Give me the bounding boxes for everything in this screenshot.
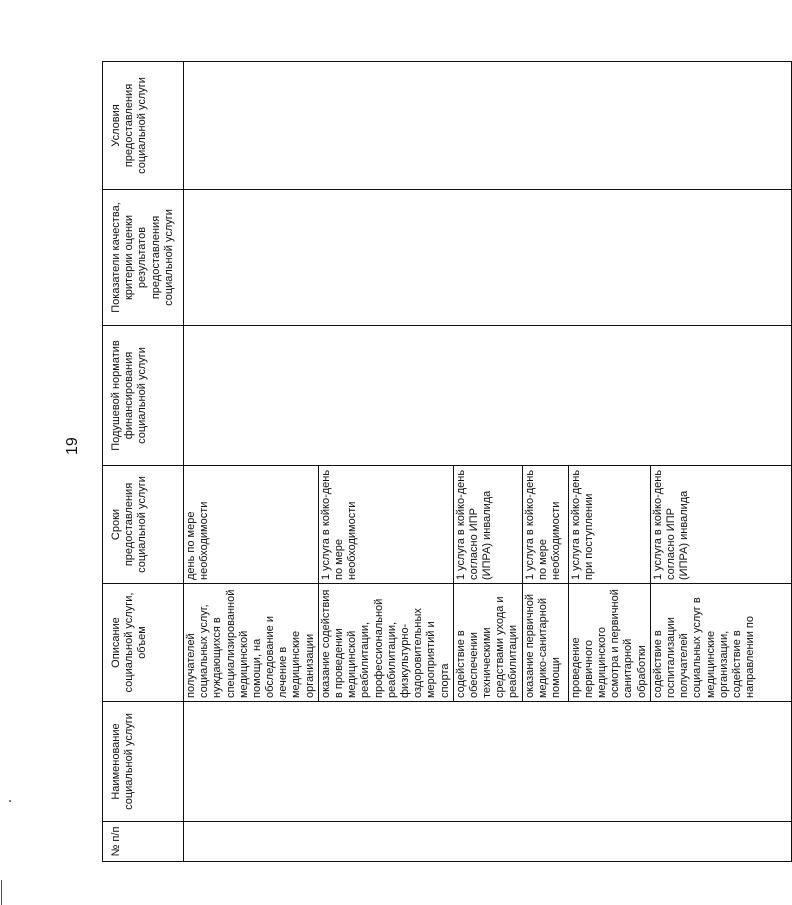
cell-terms: 1 услуга в койко-день по мере необходимости — [522, 466, 568, 584]
header-terms: Сроки предоставления социальной услуги — [103, 466, 184, 584]
cell-number — [183, 822, 791, 862]
header-description: Описание социальной услуги, объем — [103, 584, 184, 702]
rotated-table-wrapper — [102, 62, 757, 862]
cell-description: проведение первичного медицинского осмотра и первичной санитарной обработки — [568, 584, 650, 702]
header-number: № п/п — [103, 822, 184, 862]
table-header-row — [103, 62, 184, 862]
cell-service-name — [183, 702, 791, 822]
header-funding-norm: Подушевой норматив финансирования социальной услуги — [103, 326, 184, 466]
page-number: 19 — [64, 437, 81, 455]
header-conditions: Условия предоставления социальной услуги — [103, 62, 184, 190]
cell-description: оказание первичной медико-санитарной помощи — [522, 584, 568, 702]
scan-speck — [9, 800, 11, 802]
cell-description: оказание содействия в проведении медицинской реабилитации, профессиональной реабилитации, физкультурно-оздоровительных мероприятий и спорта — [318, 584, 453, 702]
cell-terms: 1 услуга в койко-день согласно ИПР (ИПРА) инвалида — [650, 466, 791, 584]
cell-funding-norm — [183, 326, 791, 466]
cell-description: получателей социальных услуг, нуждающихся в специализированной медицинской помощи, на обследование и лечение в медицинские организации — [183, 584, 318, 702]
table-row — [183, 62, 318, 862]
cell-terms: день по мере необходимости — [183, 466, 318, 584]
header-service-name: Наименование социальной услуги — [103, 702, 184, 822]
cell-quality-indicators — [183, 190, 791, 326]
social-services-table — [102, 61, 792, 862]
cell-terms: 1 услуга в койко-день при поступлении — [568, 466, 650, 584]
cell-description: содействие в госпитализации получателей социальных услуг в медицинские организации, содействие в направлении по — [650, 584, 791, 702]
cell-description: содействие в обеспечении техническими средствами ухода и реабилитации — [453, 584, 522, 702]
header-quality-indicators: Показатели качества, критерии оценки результатов предоставления социальной услуги — [103, 190, 184, 326]
cell-conditions — [183, 62, 791, 190]
scan-edge-mark — [1, 880, 2, 905]
cell-terms: 1 услуга в койко-день по мере необходимости — [318, 466, 453, 584]
cell-terms: 1 услуга в койко-день согласно ИПР (ИПРА) инвалида — [453, 466, 522, 584]
